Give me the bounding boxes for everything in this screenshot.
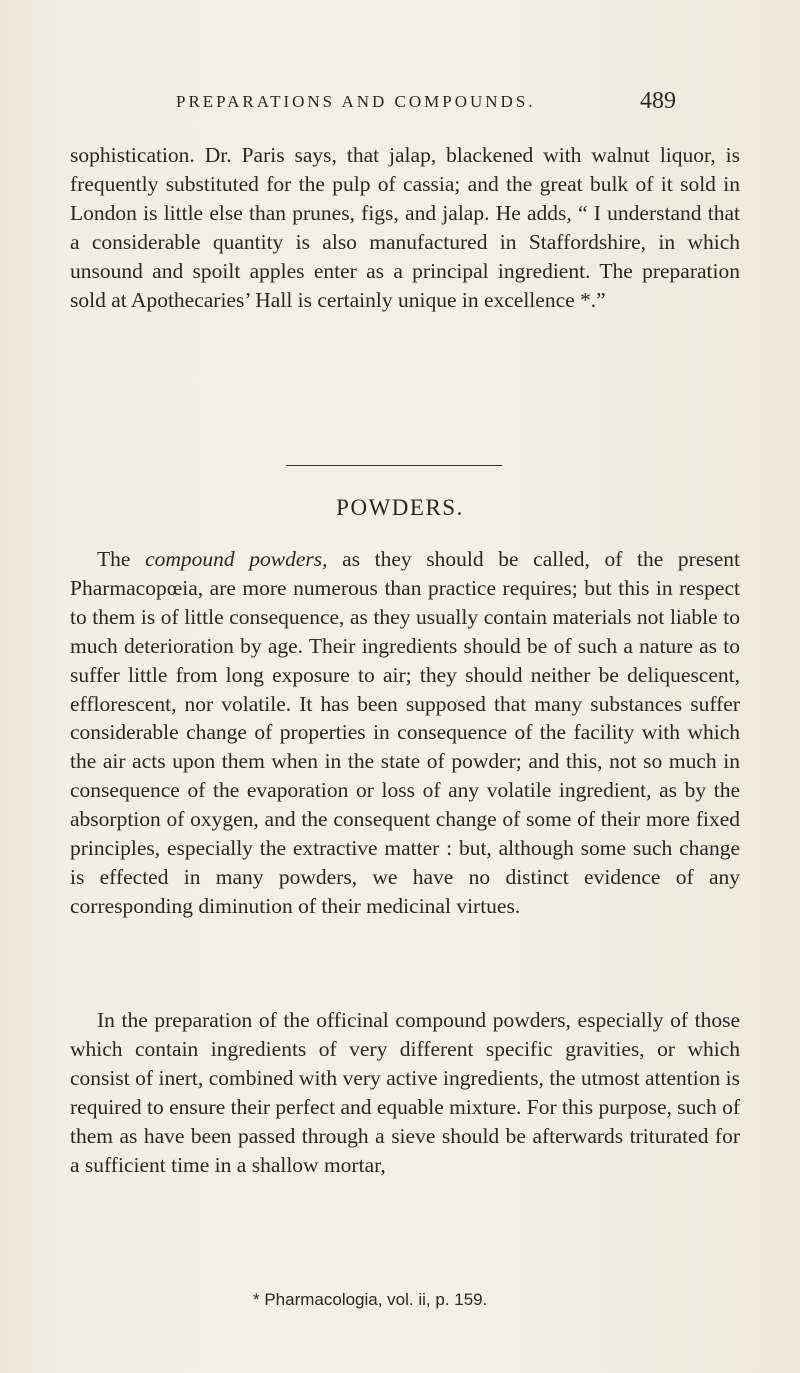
paragraph-powders-intro bbox=[70, 545, 740, 921]
paragraph-preparation: In the preparation of the officinal compound powders, especially of those which contain ingredients of very different specific gravities, or which consist of inert, combined with very active ingredients, the utmost attention is required to ensure their perfect and equable mixture. For this purpose, such of them as have been passed through a sieve should be afterwards triturated for a sufficient time in a shallow mortar, bbox=[70, 1008, 740, 1177]
footnote: * Pharmacologia, vol. ii, p. 159. bbox=[253, 1290, 488, 1309]
section-divider bbox=[286, 465, 502, 466]
page-header bbox=[176, 88, 676, 128]
paragraph-lead: The bbox=[97, 547, 146, 571]
emphasis-compound-powders: compound powders, bbox=[145, 547, 328, 571]
section-heading: POWDERS. bbox=[336, 495, 464, 520]
page-number: 489 bbox=[640, 88, 676, 114]
running-head: PREPARATIONS AND COMPOUNDS. bbox=[176, 92, 536, 111]
paragraph-continuation: sophistication. Dr. Paris says, that jalap, blackened with walnut liquor, is frequently substituted for the pulp of cassia; and the great bulk of it sold in London is little else than prunes, figs, and jalap. He adds, “ I understand that a considerable quantity is also manufactured in Staffordshire, in which unsound and spoilt apples enter as a principal ingredient. The preparation sold at Apothecaries’ Hall is certainly unique in excellence *.” bbox=[70, 143, 740, 312]
paragraph-body: as they should be called, of the present Pharmacopœia, are more numerous than practice requires; but this in respect to them is of little consequence, as they usually contain materials not liable to much deterioration by age. Their ingredients should be of such a nature as to suffer little from long exposure to air; they should neither be deliquescent, efflorescent, nor volatile. It has been supposed that many substances suffer considerable change of properties in consequence of the facility with which the air acts upon them when in the state of powder; and this, not so much in consequence of the evaporation or loss of any volatile ingredient, as by the absorption of oxygen, and the consequent change of some of their more fixed principles, especially the extractive matter : but, although some such change is effected in many powders, we have no distinct evidence of any corresponding diminution of their medicinal virtues. bbox=[70, 547, 740, 918]
